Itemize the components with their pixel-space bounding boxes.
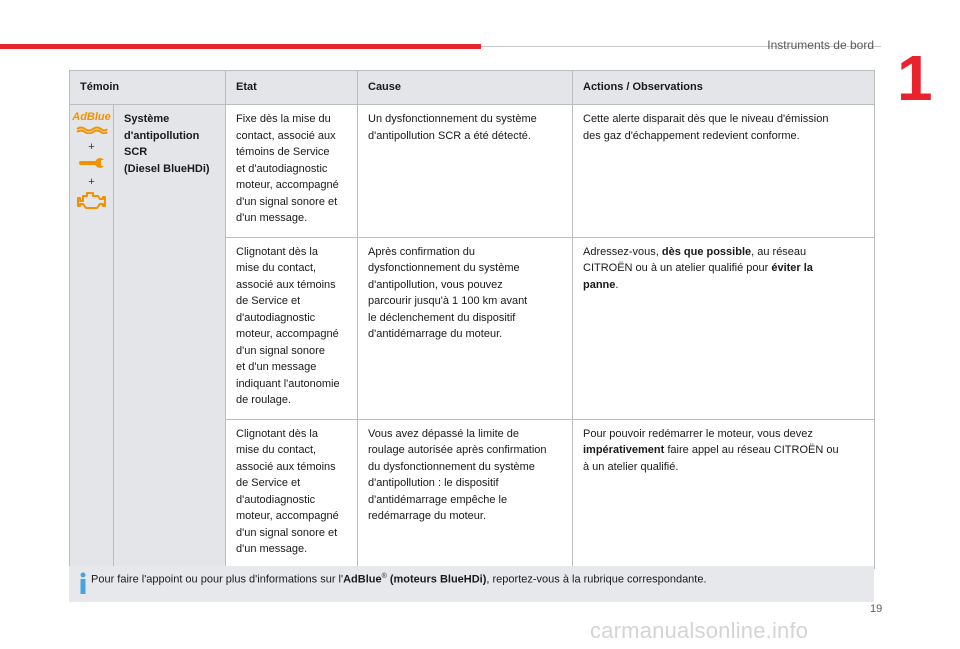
cause-cell: Après confirmation du dysfonctionnement du système d'antipollution, vous pouvez parcourir jusqu'à 1 100 km avant le déclenchement du dispositif d'antidémarrage du moteur. (358, 237, 573, 419)
column-header-etat: Etat (226, 71, 358, 105)
header-red-bar (0, 44, 481, 49)
watermark: carmanualsonline.info (590, 618, 809, 643)
engine-check-icon (77, 189, 107, 217)
table-header-row (70, 71, 875, 105)
column-header-actions: Actions / Observations (573, 71, 875, 105)
column-header-cause: Cause (358, 71, 573, 105)
cause-cell: Un dysfonctionnement du système d'antipollution SCR a été détecté. (358, 105, 573, 238)
action-cell: Adressez-vous, dès que possible, au réseau CITROËN ou à un atelier qualifié pour éviter la panne. (573, 237, 875, 419)
plus-sign: + (88, 176, 95, 188)
column-header-temoin: Témoin (70, 71, 226, 105)
warning-lights-table (69, 70, 875, 569)
etat-cell: Clignotant dès la mise du contact, associé aux témoins de Service et d'autodiagnostic moteur, accompagné d'un signal sonore et d'un message. (226, 419, 358, 568)
section-title: Instruments de bord (767, 38, 874, 52)
etat-cell: Fixe dès la mise du contact, associé aux témoins de Service et d'autodiagnostic moteur, accompagné d'un signal sonore et d'un message. (226, 105, 358, 238)
info-note (69, 566, 874, 602)
action-cell: Cette alerte disparait dès que le niveau d'émission des gaz d'échappement redevient conforme. (573, 105, 875, 238)
table-row (70, 105, 875, 238)
info-note-text: Pour faire l'appoint ou pour plus d'informations sur l'AdBlue® (moteurs BlueHDi), reportez-vous à la rubrique correspondante. (91, 573, 707, 586)
system-name-cell: Système d'antipollution SCR (Diesel BlueHDi) (114, 105, 226, 569)
service-wrench-icon (77, 154, 107, 176)
etat-cell: Clignotant dès la mise du contact, associé aux témoins de Service et d'autodiagnostic moteur, accompagné d'un signal sonore et d'un message indiquant l'autonomie de roulage. (226, 237, 358, 419)
plus-sign: + (88, 140, 95, 153)
adblue-warning-icon: AdBlue (72, 111, 111, 140)
warning-icons-cell (70, 105, 114, 569)
info-icon (80, 572, 86, 594)
page-number: 19 (870, 603, 883, 615)
cause-cell: Vous avez dépassé la limite de roulage autorisée après confirmation du dysfonctionnement du système d'antipollution : le dispositif d'antidémarrage empêche le redémarrage du moteur. (358, 419, 573, 568)
action-cell: Pour pouvoir redémarrer le moteur, vous devez impérativement faire appel au réseau CITROËN ou à un atelier qualifié. (573, 419, 875, 568)
chapter-number: 1 (897, 42, 933, 114)
